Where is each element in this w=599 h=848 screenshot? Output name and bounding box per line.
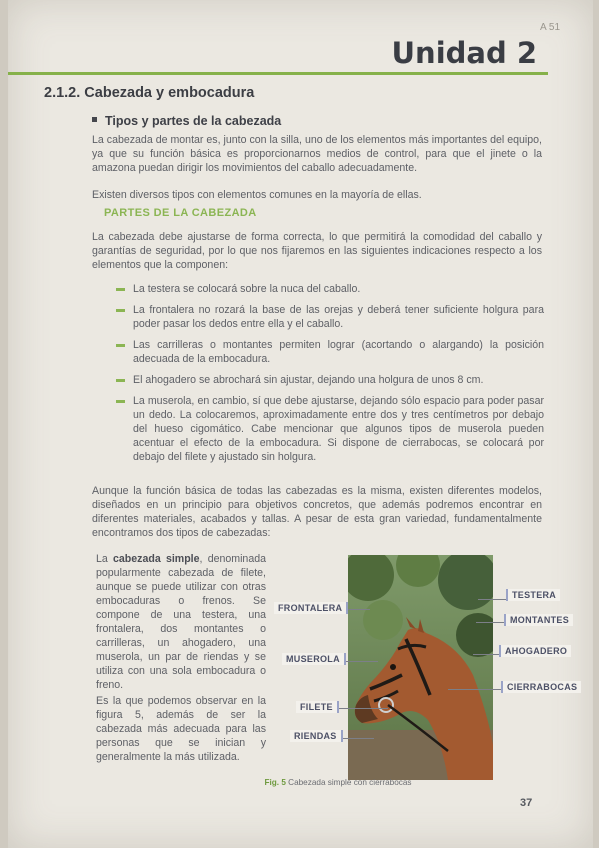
simple-paragraph-2: Es la que podemos observar en la figura 5, además de ser la cabezada más adecuada para las personas que se inician y generalmente la más utilizada. — [96, 695, 266, 763]
dash-bullet-icon — [116, 288, 125, 291]
label-cierrabocas: CIERRABOCAS — [501, 681, 581, 693]
label-ahogadero: AHOGADERO — [499, 645, 571, 657]
dash-bullet-icon — [116, 400, 125, 403]
list-item: La testera se colocará sobre la nuca del caballo. — [116, 282, 544, 296]
partes-heading: PARTES DE LA CABEZADA — [104, 207, 257, 219]
dash-bullet-icon — [116, 344, 125, 347]
intro-paragraph: La cabezada de montar es, junto con la silla, uno de los elementos más importantes del equipo, ya que su función básica es proporcionarnos medios de control, para que el jinete o la amazona puedan dirigir los movimientos del caballo adecuadamente. — [92, 134, 542, 174]
list-item: La muserola, en cambio, sí que debe ajustarse, dejando sólo espacio para poder pasar un dedo. La colocaremos, aproximadamente entre dos y tres centímetros por debajo del hueso cigomático. Cabe mencionar que algunos tipos de muserola pueden acentuar el efecto de la embocadura. Si dispone de cierrabocas, se colocará por debajo del filete y ajustado sin holgura. — [116, 394, 544, 464]
subsection-label: Tipos y partes de la cabezada — [105, 114, 282, 128]
figure-caption-text: Cabezada simple con cierrabocas — [285, 778, 412, 787]
riendas-leader — [338, 738, 374, 739]
square-bullet-icon — [92, 117, 97, 122]
montantes-leader — [476, 622, 506, 623]
dash-bullet-icon — [116, 309, 125, 312]
accent-rule — [8, 72, 548, 75]
label-filete: FILETE — [296, 701, 339, 713]
partes-paragraph: La cabezada debe ajustarse de forma correcta, lo que permitirá la comodidad del caballo y garantías de seguridad, por lo que nos fijaremos en las siguientes indicaciones respecto a los elementos que la componen: — [92, 231, 542, 271]
simple-paragraph: La cabezada simple, denominada popularmente cabezada de filete, aunque se puede utilizar con otras embocaduras o frenos. Se compone de una testera, una frontalera, dos montantes o carrilleras, un ahogadero, una muserola, un par de riendas y se utiliza con una sola embocadura o freno. — [96, 553, 267, 691]
label-frontalera: FRONTALERA — [274, 602, 348, 614]
list-item: La frontalera no rozará la base de las orejas y deberá tener suficiente holgura para poder pasar los dedos entre ella y el caballo. — [116, 303, 544, 331]
horse-photo — [348, 555, 493, 780]
subsection-title — [92, 114, 281, 128]
list-item: Las carrilleras o montantes permiten lograr (acortando o alargando) la posición adecuada de la embocadura. — [116, 338, 544, 366]
book-page — [8, 0, 593, 848]
ahogadero-leader — [473, 654, 501, 655]
page-number: 37 — [520, 797, 533, 809]
term-cabezada-simple: cabezada simple — [113, 553, 200, 565]
figure-caption — [178, 778, 498, 787]
label-riendas: RIENDAS — [290, 730, 343, 742]
models-paragraph: Aunque la función básica de todas las cabezadas es la misma, existen diferentes modelos, diseñados en un principio para objetivos concretos, que además podremos encontrar en diferentes materiales, acabados y tallas. A pesar de esta gran variedad, fundamentalmente encontramos dos tipos de cabezadas: — [92, 485, 542, 539]
section-title: 2.1.2. Cabezada y embocadura — [44, 85, 255, 101]
figure-number: Fig. 5 — [264, 778, 286, 787]
list-item: El ahogadero se abrochará sin ajustar, dejando una holgura de unos 8 cm. — [116, 373, 544, 387]
parts-list — [116, 282, 544, 471]
label-montantes: MONTANTES — [504, 614, 573, 626]
cierrabocas-leader — [448, 689, 502, 690]
label-testera: TESTERA — [506, 589, 560, 601]
dash-bullet-icon — [116, 379, 125, 382]
intro-paragraph-2: Existen diversos tipos con elementos comunes en la mayoría de ellas. — [92, 189, 422, 201]
horse-illustration — [348, 555, 493, 780]
filete-leader — [334, 708, 388, 709]
testera-leader — [478, 599, 508, 600]
label-muserola: MUSEROLA — [282, 653, 346, 665]
corner-mark: A 51 — [540, 22, 561, 33]
unit-title: Unidad 2 — [391, 36, 537, 70]
